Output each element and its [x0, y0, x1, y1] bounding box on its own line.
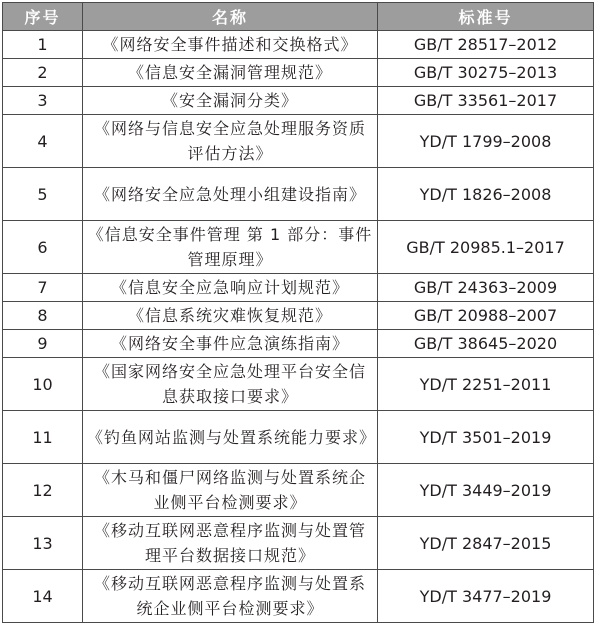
- row-name: 《安全漏洞分类》: [83, 87, 378, 115]
- row-name: 《信息安全应急响应计划规范》: [83, 274, 378, 302]
- row-index: 14: [3, 570, 83, 623]
- row-standard: YD/T 2847–2015: [378, 517, 594, 570]
- row-standard: GB/T 20988–2007: [378, 302, 594, 330]
- row-standard: GB/T 30275–2013: [378, 59, 594, 87]
- row-index: 8: [3, 302, 83, 330]
- table-row: [3, 302, 594, 330]
- row-standard: YD/T 3449–2019: [378, 464, 594, 517]
- table-row: [3, 274, 594, 302]
- row-standard: GB/T 20985.1–2017: [378, 221, 594, 274]
- row-standard: YD/T 1799–2008: [378, 115, 594, 168]
- header-standard: 标准号: [378, 3, 594, 31]
- row-standard: YD/T 2251–2011: [378, 358, 594, 411]
- header-name: 名称: [83, 3, 378, 31]
- row-standard: GB/T 24363–2009: [378, 274, 594, 302]
- row-name: 《钓鱼网站监测与处置系统能力要求》: [83, 411, 378, 464]
- row-index: 11: [3, 411, 83, 464]
- table-row: [3, 570, 594, 623]
- row-index: 6: [3, 221, 83, 274]
- row-name: 《信息安全漏洞管理规范》: [83, 59, 378, 87]
- row-index: 7: [3, 274, 83, 302]
- row-name: 《国家网络安全应急处理平台安全信息获取接口要求》: [83, 358, 378, 411]
- table-row: [3, 358, 594, 411]
- row-name: 《网络安全应急处理小组建设指南》: [83, 168, 378, 221]
- table-row: [3, 87, 594, 115]
- table-header-row: [3, 3, 594, 31]
- row-index: 1: [3, 31, 83, 59]
- table-body: [3, 31, 594, 623]
- row-index: 4: [3, 115, 83, 168]
- row-standard: YD/T 3501–2019: [378, 411, 594, 464]
- table-row: [3, 59, 594, 87]
- row-standard: GB/T 38645–2020: [378, 330, 594, 358]
- row-standard: GB/T 28517–2012: [378, 31, 594, 59]
- row-index: 13: [3, 517, 83, 570]
- table-row: [3, 517, 594, 570]
- header-index: 序号: [3, 3, 83, 31]
- row-standard: YD/T 3477–2019: [378, 570, 594, 623]
- table-row: [3, 221, 594, 274]
- row-name: 《信息安全事件管理 第 1 部分：事件管理原理》: [83, 221, 378, 274]
- table-row: [3, 31, 594, 59]
- row-standard: YD/T 1826–2008: [378, 168, 594, 221]
- row-name: 《移动互联网恶意程序监测与处置系统企业侧平台检测要求》: [83, 570, 378, 623]
- row-index: 9: [3, 330, 83, 358]
- row-name: 《网络安全事件描述和交换格式》: [83, 31, 378, 59]
- row-standard: GB/T 33561–2017: [378, 87, 594, 115]
- table-row: [3, 411, 594, 464]
- row-name: 《移动互联网恶意程序监测与处置管理平台数据接口规范》: [83, 517, 378, 570]
- standards-table: [2, 2, 594, 623]
- row-index: 10: [3, 358, 83, 411]
- row-index: 12: [3, 464, 83, 517]
- table-row: [3, 464, 594, 517]
- row-index: 3: [3, 87, 83, 115]
- row-index: 2: [3, 59, 83, 87]
- row-name: 《网络与信息安全应急处理服务资质评估方法》: [83, 115, 378, 168]
- row-name: 《网络安全事件应急演练指南》: [83, 330, 378, 358]
- row-index: 5: [3, 168, 83, 221]
- table-row: [3, 168, 594, 221]
- row-name: 《信息系统灾难恢复规范》: [83, 302, 378, 330]
- table-row: [3, 115, 594, 168]
- table-row: [3, 330, 594, 358]
- row-name: 《木马和僵尸网络监测与处置系统企业侧平台检测要求》: [83, 464, 378, 517]
